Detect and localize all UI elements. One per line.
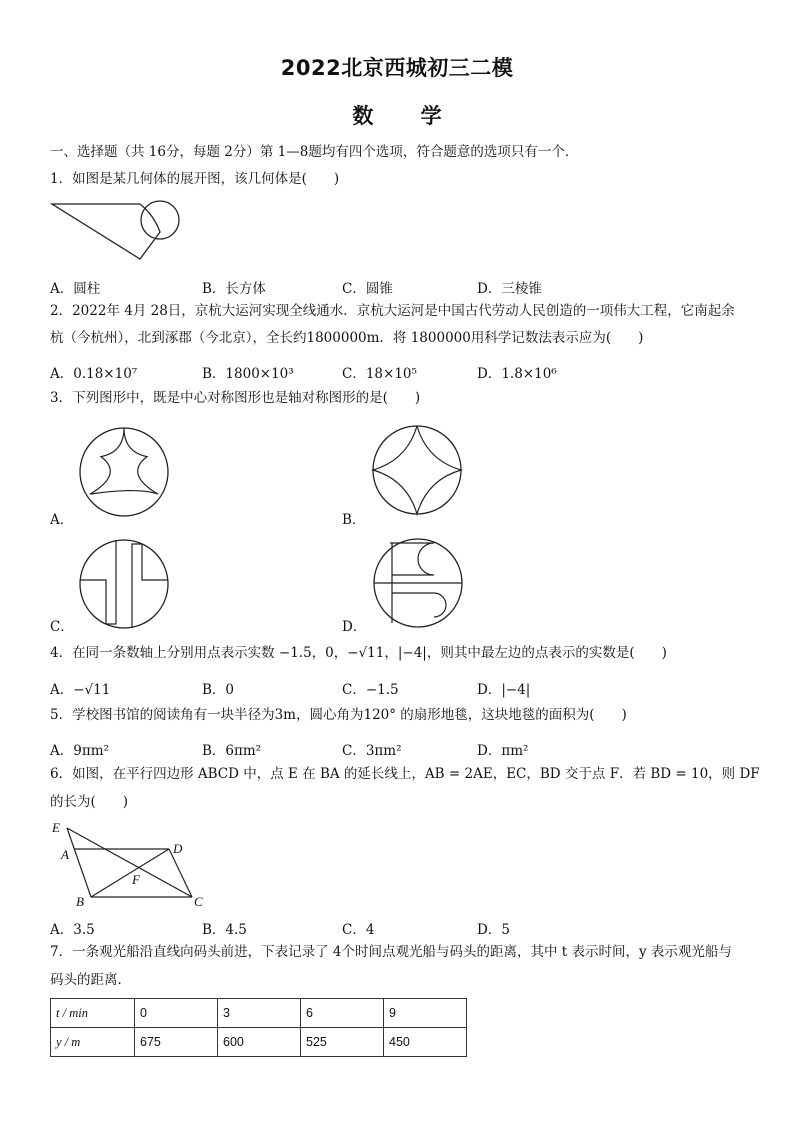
- line-ec: [67, 828, 192, 897]
- q1-net-figure: [48, 196, 178, 266]
- q6-option-a[interactable]: A．3.5: [50, 922, 95, 938]
- q4-option-d[interactable]: D．|−4|: [477, 682, 531, 698]
- table-cell: 450: [384, 1028, 467, 1057]
- q3-label-c[interactable]: C．: [50, 619, 74, 635]
- q5-option-c[interactable]: C．3πm²: [342, 743, 402, 759]
- q6-line1: 6．如图，在平行四边形 ABCD 中，点 E 在 BA 的延长线上，AB = 2AE，EC，BD 交于点 F．若 BD = 10，则 DF: [50, 766, 760, 782]
- q2-option-b[interactable]: B．1800×10³: [202, 366, 294, 382]
- q4-stem: 4．在同一条数轴上分别用点表示实数 −1.5，0，−√11，|−4|，则其中最左边的点表示的实数是( ): [50, 645, 667, 661]
- page-title: 2022北京西城初三二模: [280, 56, 514, 80]
- point-label-f: F: [132, 872, 140, 887]
- line-bd: [91, 849, 169, 897]
- subject-char-1: 数: [352, 104, 374, 128]
- table-cell: 675: [135, 1028, 218, 1057]
- q5-stem: 5．学校图书馆的阅读角有一块半径为3m，圆心角为120° 的扇形地毯，这块地毯的面积为( ): [50, 707, 627, 723]
- q1-option-b[interactable]: B．长方体: [202, 281, 266, 297]
- q5-option-b[interactable]: B．6πm²: [202, 743, 262, 759]
- q1-stem: 1．如图是某几何体的展开图，该几何体是( ): [50, 171, 340, 187]
- q7-line2: 码头的距离．: [50, 972, 131, 988]
- table-cell: 9: [384, 999, 467, 1028]
- subject-title: [0, 100, 794, 130]
- q2-option-d[interactable]: D．1.8×10⁶: [477, 366, 557, 382]
- table-cell: 3: [218, 999, 301, 1028]
- point-label-c: C: [194, 894, 203, 909]
- q5-option-d[interactable]: D．πm²: [477, 743, 529, 759]
- q6-option-d[interactable]: D．5: [477, 922, 510, 938]
- q5-option-a[interactable]: A．9πm²: [50, 743, 109, 759]
- line-cd: [169, 849, 192, 897]
- q3-label-b[interactable]: B．: [342, 512, 366, 528]
- table-cell: 6: [301, 999, 384, 1028]
- point-label-a: A: [61, 847, 69, 862]
- base-circle: [141, 201, 179, 239]
- line-eb: [67, 828, 91, 897]
- point-label-d: D: [173, 841, 183, 856]
- table-row: [51, 1028, 467, 1057]
- q3-stem: 3．下列图形中，既是中心对称图形也是轴对称图形的是( ): [50, 390, 421, 406]
- q6-parallelogram-figure: [48, 818, 218, 912]
- point-label-b: B: [76, 894, 84, 909]
- q3-label-a[interactable]: A．: [50, 512, 74, 528]
- q7-data-table: [50, 998, 467, 1057]
- subject-char-2: 学: [420, 104, 442, 128]
- q2-line2: 杭（今杭州），北到涿郡（今北京），全长约1800000m．将 1800000用科学记数法表示应为( ): [50, 330, 644, 346]
- sector-shape: [52, 204, 160, 259]
- table-cell: t / min: [51, 999, 135, 1028]
- q2-line1: 2．2022年 4月 28日，京杭大运河实现全线通水．京杭大运河是中国古代劳动人民创造的一项伟大工程，它南起余: [50, 303, 735, 319]
- q2-option-c[interactable]: C．18×10⁵: [342, 366, 417, 382]
- q3-figure-b: [369, 422, 465, 518]
- q7-line1: 7．一条观光船沿直线向码头前进，下表记录了 4个时间点观光船与码头的距离，其中 t 表示时间，y 表示观光船与: [50, 944, 732, 960]
- section-heading: 一、选择题（共 16分，每题 2分）第 1—8题均有四个选项，符合题意的选项只有一个．: [50, 144, 579, 160]
- q6-option-b[interactable]: B．4.5: [202, 922, 247, 938]
- q1-option-d[interactable]: D．三棱锥: [477, 281, 542, 297]
- table-cell: y / m: [51, 1028, 135, 1057]
- table-cell: 525: [301, 1028, 384, 1057]
- table-cell: 0: [135, 999, 218, 1028]
- q6-option-c[interactable]: C．4: [342, 922, 375, 938]
- table-row: [51, 999, 467, 1028]
- q2-option-a[interactable]: A．0.18×10⁷: [50, 366, 138, 382]
- q4-option-a[interactable]: A．−√11: [50, 682, 111, 698]
- q3-figure-a: [76, 424, 172, 520]
- q4-option-c[interactable]: C．−1.5: [342, 682, 399, 698]
- q6-line2: 的长为( ): [50, 794, 129, 810]
- q3-label-d[interactable]: D．: [342, 619, 367, 635]
- table-cell: 600: [218, 1028, 301, 1057]
- q3-figure-d: [370, 535, 466, 631]
- q1-option-c[interactable]: C．圆锥: [342, 281, 393, 297]
- point-label-e: E: [52, 820, 60, 835]
- q4-option-b[interactable]: B．0: [202, 682, 235, 698]
- q3-figure-c: [76, 536, 172, 632]
- q1-option-a[interactable]: A．圆柱: [50, 281, 101, 297]
